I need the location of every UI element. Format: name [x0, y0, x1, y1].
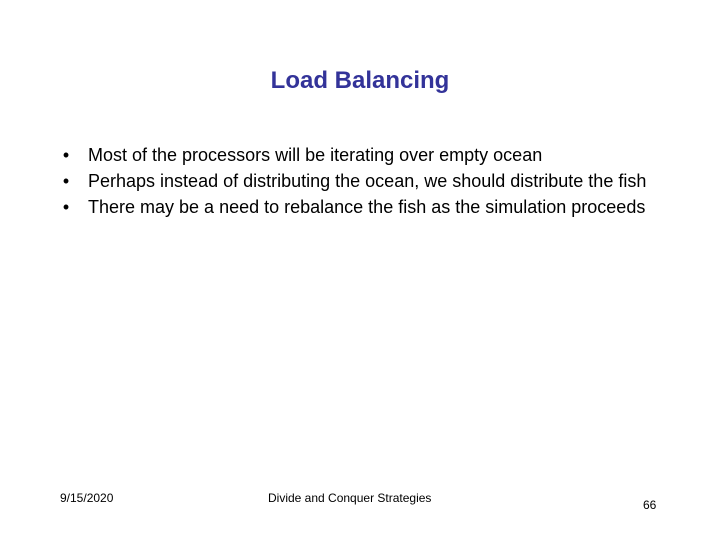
slide-title: Load Balancing: [270, 67, 450, 94]
footer-date: 9/15/2020: [60, 491, 114, 505]
bullet-item: [56, 168, 656, 194]
bullet-list: [56, 142, 656, 220]
page-number: 66: [643, 498, 657, 512]
bullet-icon: •: [62, 197, 70, 217]
bullet-item: [56, 142, 656, 168]
bullet-icon: •: [62, 145, 70, 165]
bullet-text: There may be a need to rebalance the fish as the simulation proceeds: [88, 197, 646, 217]
bullet-text: Perhaps instead of distributing the ocean, we should distribute the fish: [88, 171, 647, 191]
footer-title: Divide and Conquer Strategies: [268, 491, 432, 505]
bullet-text: Most of the processors will be iterating over empty ocean: [88, 145, 543, 165]
bullet-item: [56, 194, 656, 220]
bullet-icon: •: [62, 171, 70, 191]
